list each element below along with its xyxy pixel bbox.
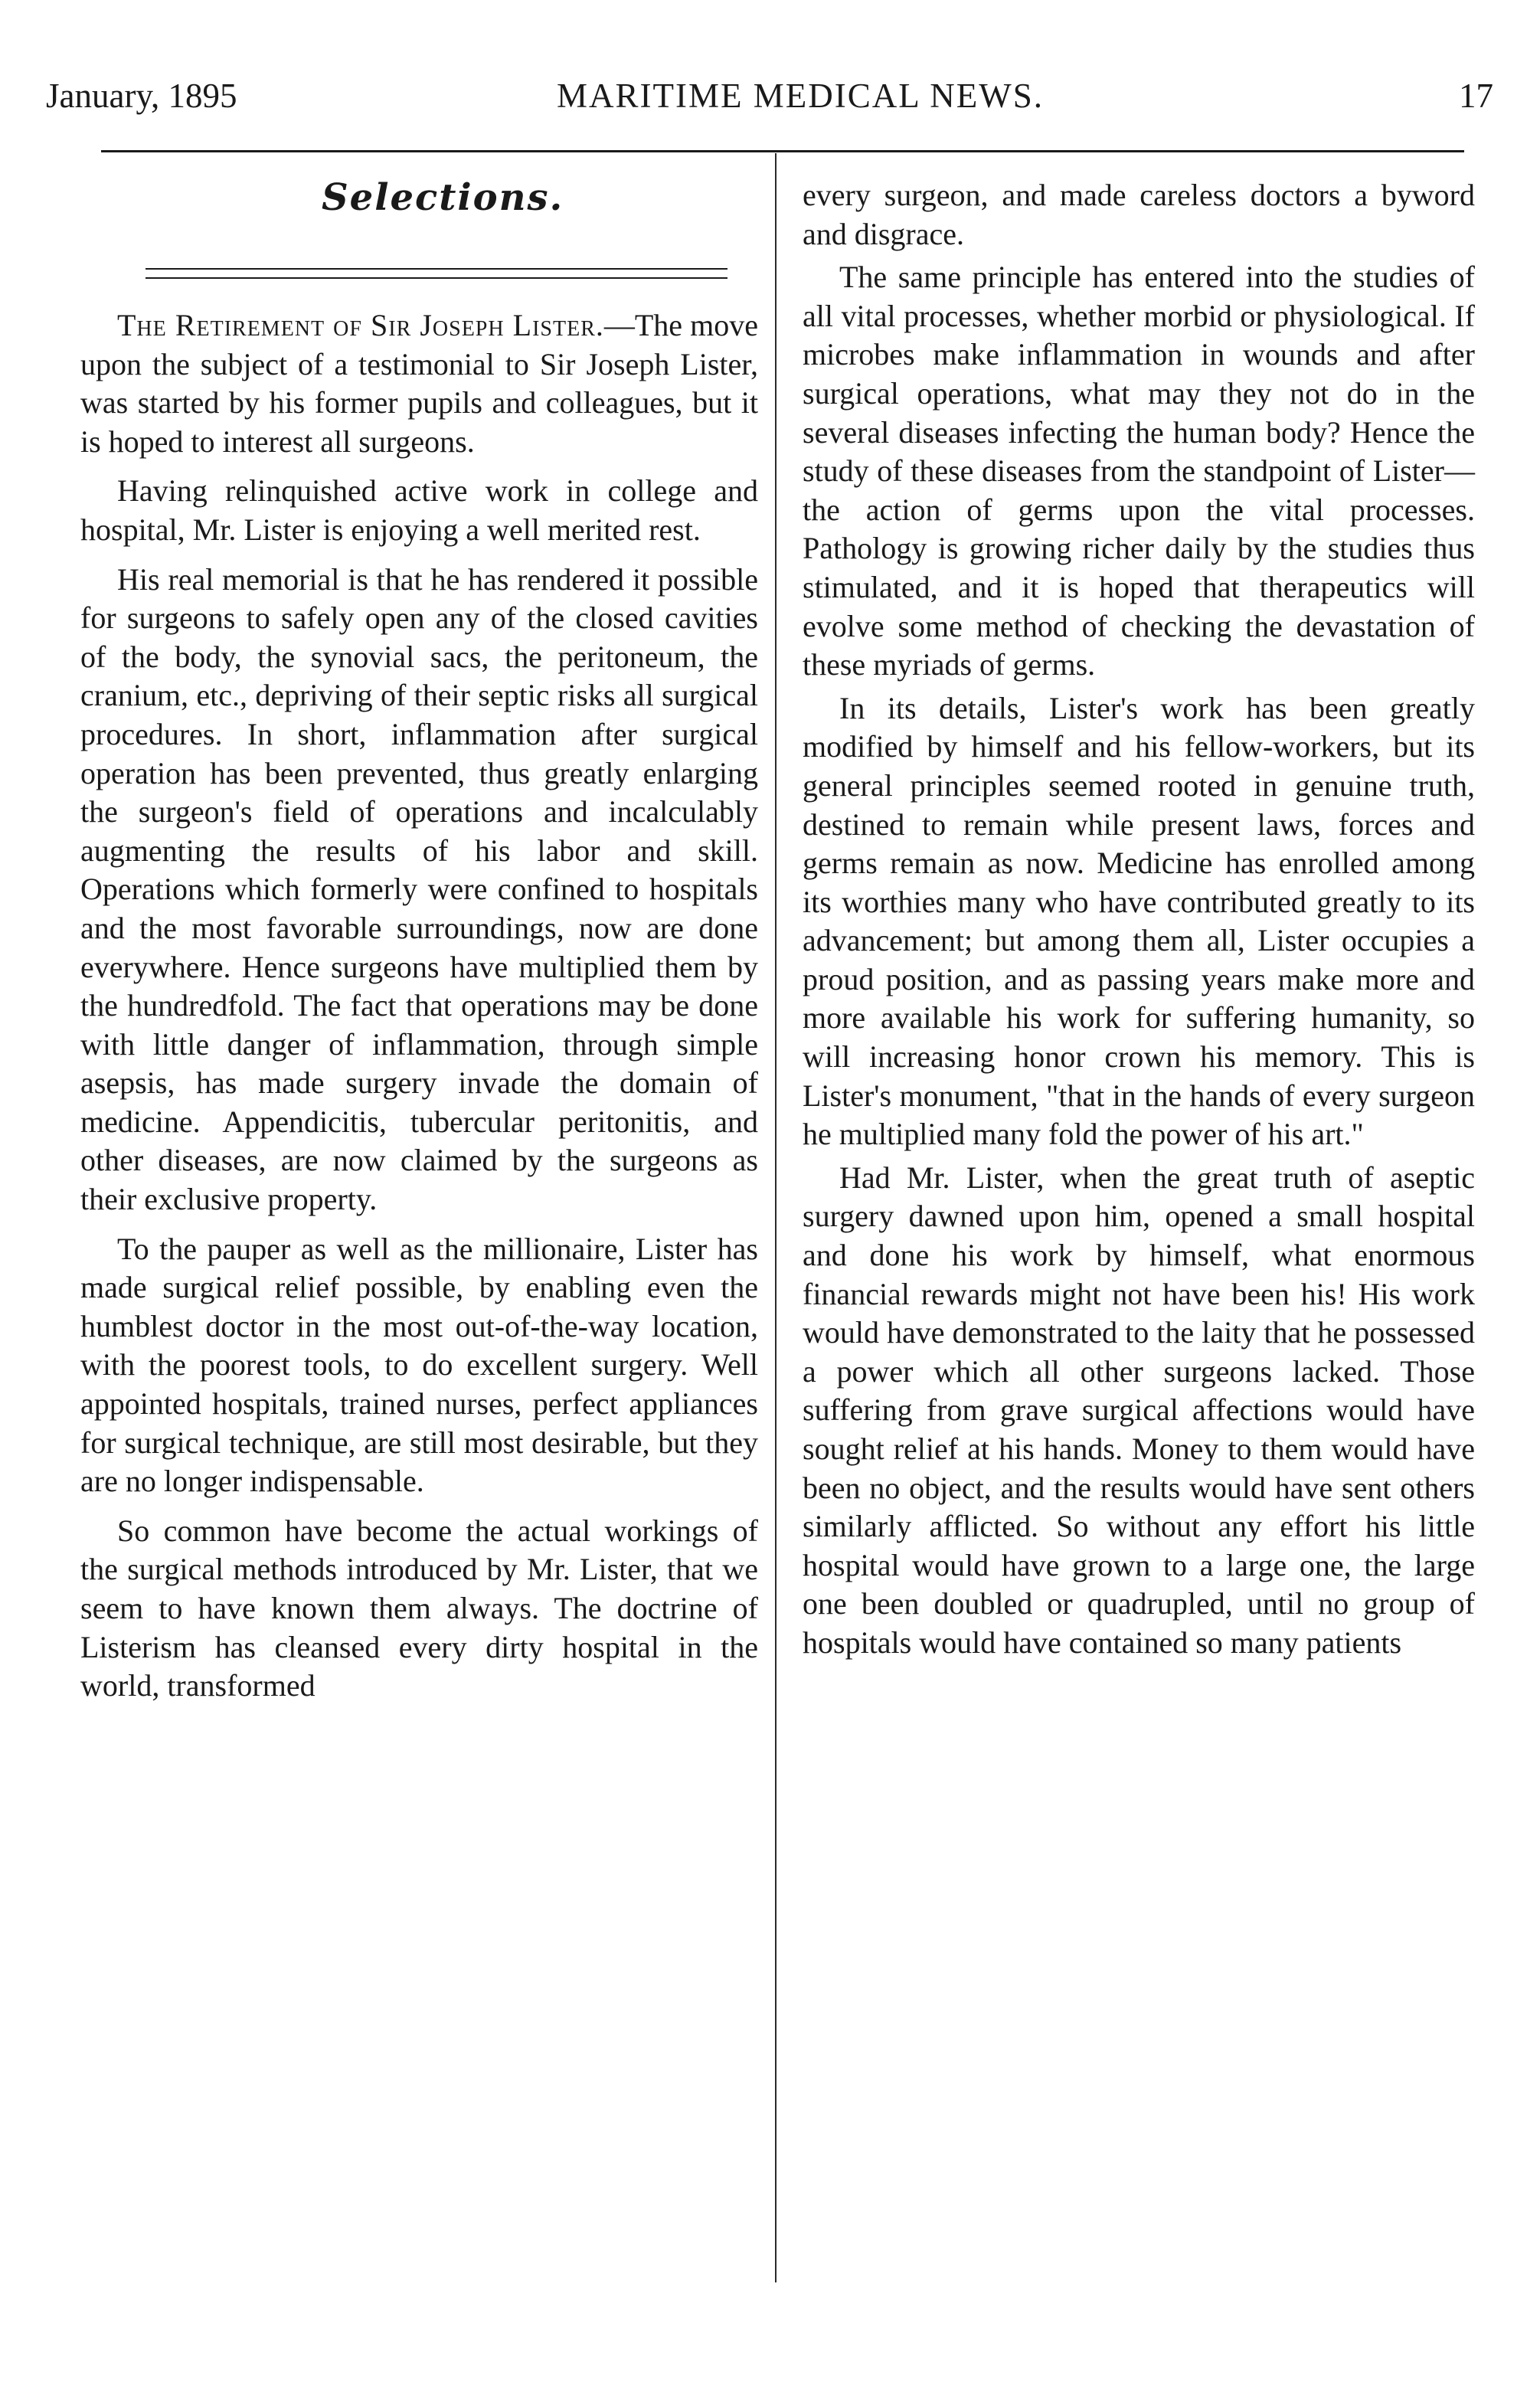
page-number: 17 — [1459, 77, 1493, 115]
section-title-rule — [145, 268, 727, 279]
section-title: Selections. — [322, 176, 564, 219]
paragraph: Had Mr. Lister, when the great truth of aseptic surgery dawned upon him, opened a small hospital and done his work by himself, what enormous financial rewards might not have been his! His work would have demonstrated to the laity that he possessed a power which all other surgeons lacked. Those suffering from grave surgical affections would have sought relief at his hands. Money to them would have been no object, and the results would have sent others similarly afflicted. So without any effort his little hospital would have grown to a large one, the large one been doubled or quadrupled, until no group of hospitals would have contained so many patients — [803, 1160, 1475, 1660]
left-column — [80, 306, 758, 1706]
paragraph: In its details, Lister's work has been greatly modified by himself and his fellow-workers, but its general principles seemed rooted in genuine truth, destined to remain while present laws, forces and germs remain as now. Medicine has enrolled among its worthies many who have contributed greatly to its advancement; but among them all, Lister occupies a proud position, and as passing years make more and more available his work for suffering humanity, so will increasing honor crown his memory. This is Lister's monument, "that in the hands of every surgeon he multiplied many fold the power of his art." — [803, 690, 1475, 1152]
issue-date: January, 1895 — [46, 77, 237, 115]
running-header — [46, 73, 1493, 119]
paragraph: Having relinquished active work in college and hospital, Mr. Lister is enjoying a well merited rest. — [80, 473, 758, 547]
right-column — [803, 176, 1475, 1663]
paragraph: The same principle has entered into the studies of all vital processes, whether morbid or physiological. If microbes make inflammation in wounds and after surgical operations, what may they not do in the several diseases infecting the human body? Hence the study of these diseases from the standpoint of Lister—the action of germs upon the vital processes. Pathology is growing richer daily by the studies thus stimulated, and it is hoped that therapeutics will evolve some method of checking the devastation of these myriads of germs. — [803, 260, 1475, 682]
paragraph: So common have become the actual workings of the surgical methods introduced by Mr. Lister, that we seem to have known them always. The doctrine of Listerism has cleansed every dirty hospital in the world, transformed — [80, 1513, 758, 1703]
paragraph: every surgeon, and made careless doctors a byword and disgrace. — [803, 178, 1475, 251]
journal-title: MARITIME MEDICAL NEWS. — [556, 77, 1045, 115]
paragraph: The Retirement of Sir Joseph Lister.—The move upon the subject of a testimonial to Sir Joseph Lister, was started by his former pupils and colleagues, but it is hoped to interest all surgeons. — [80, 308, 758, 459]
column-divider — [775, 153, 777, 2282]
header-rule — [101, 150, 1464, 152]
article-heading: The Retirement of Sir Joseph Lister. — [117, 308, 604, 342]
paragraph: To the pauper as well as the millionaire, Lister has made surgical relief possible, by enabling even the humblest doctor in the most out-of-the-way location, with the poorest tools, to do excellent surgery. Well appointed hospitals, trained nurses, perfect appliances for surgical technique, are still most desirable, but they are no longer indispensable. — [80, 1231, 758, 1499]
paragraph: His real memorial is that he has rendered it possible for surgeons to safely open any of the closed cavities of the body, the synovial sacs, the peritoneum, the cranium, etc., depriving of their septic risks all surgical procedures. In short, inflammation after surgical operation has been prevented, thus greatly enlarging the surgeon's field of operations and incalculably augmenting the results of his labor and skill. Operations which formerly were confined to hospitals and the most favorable surroundings, now are done everywhere. Hence surgeons have multiplied them by the hundredfold. The fact that operations may be done with little danger of inflammation, through simple asepsis, has made surgery invade the domain of medicine. Appendicitis, tubercular peritonitis, and other diseases, are now claimed by the surgeons as their exclusive property. — [80, 561, 758, 1217]
